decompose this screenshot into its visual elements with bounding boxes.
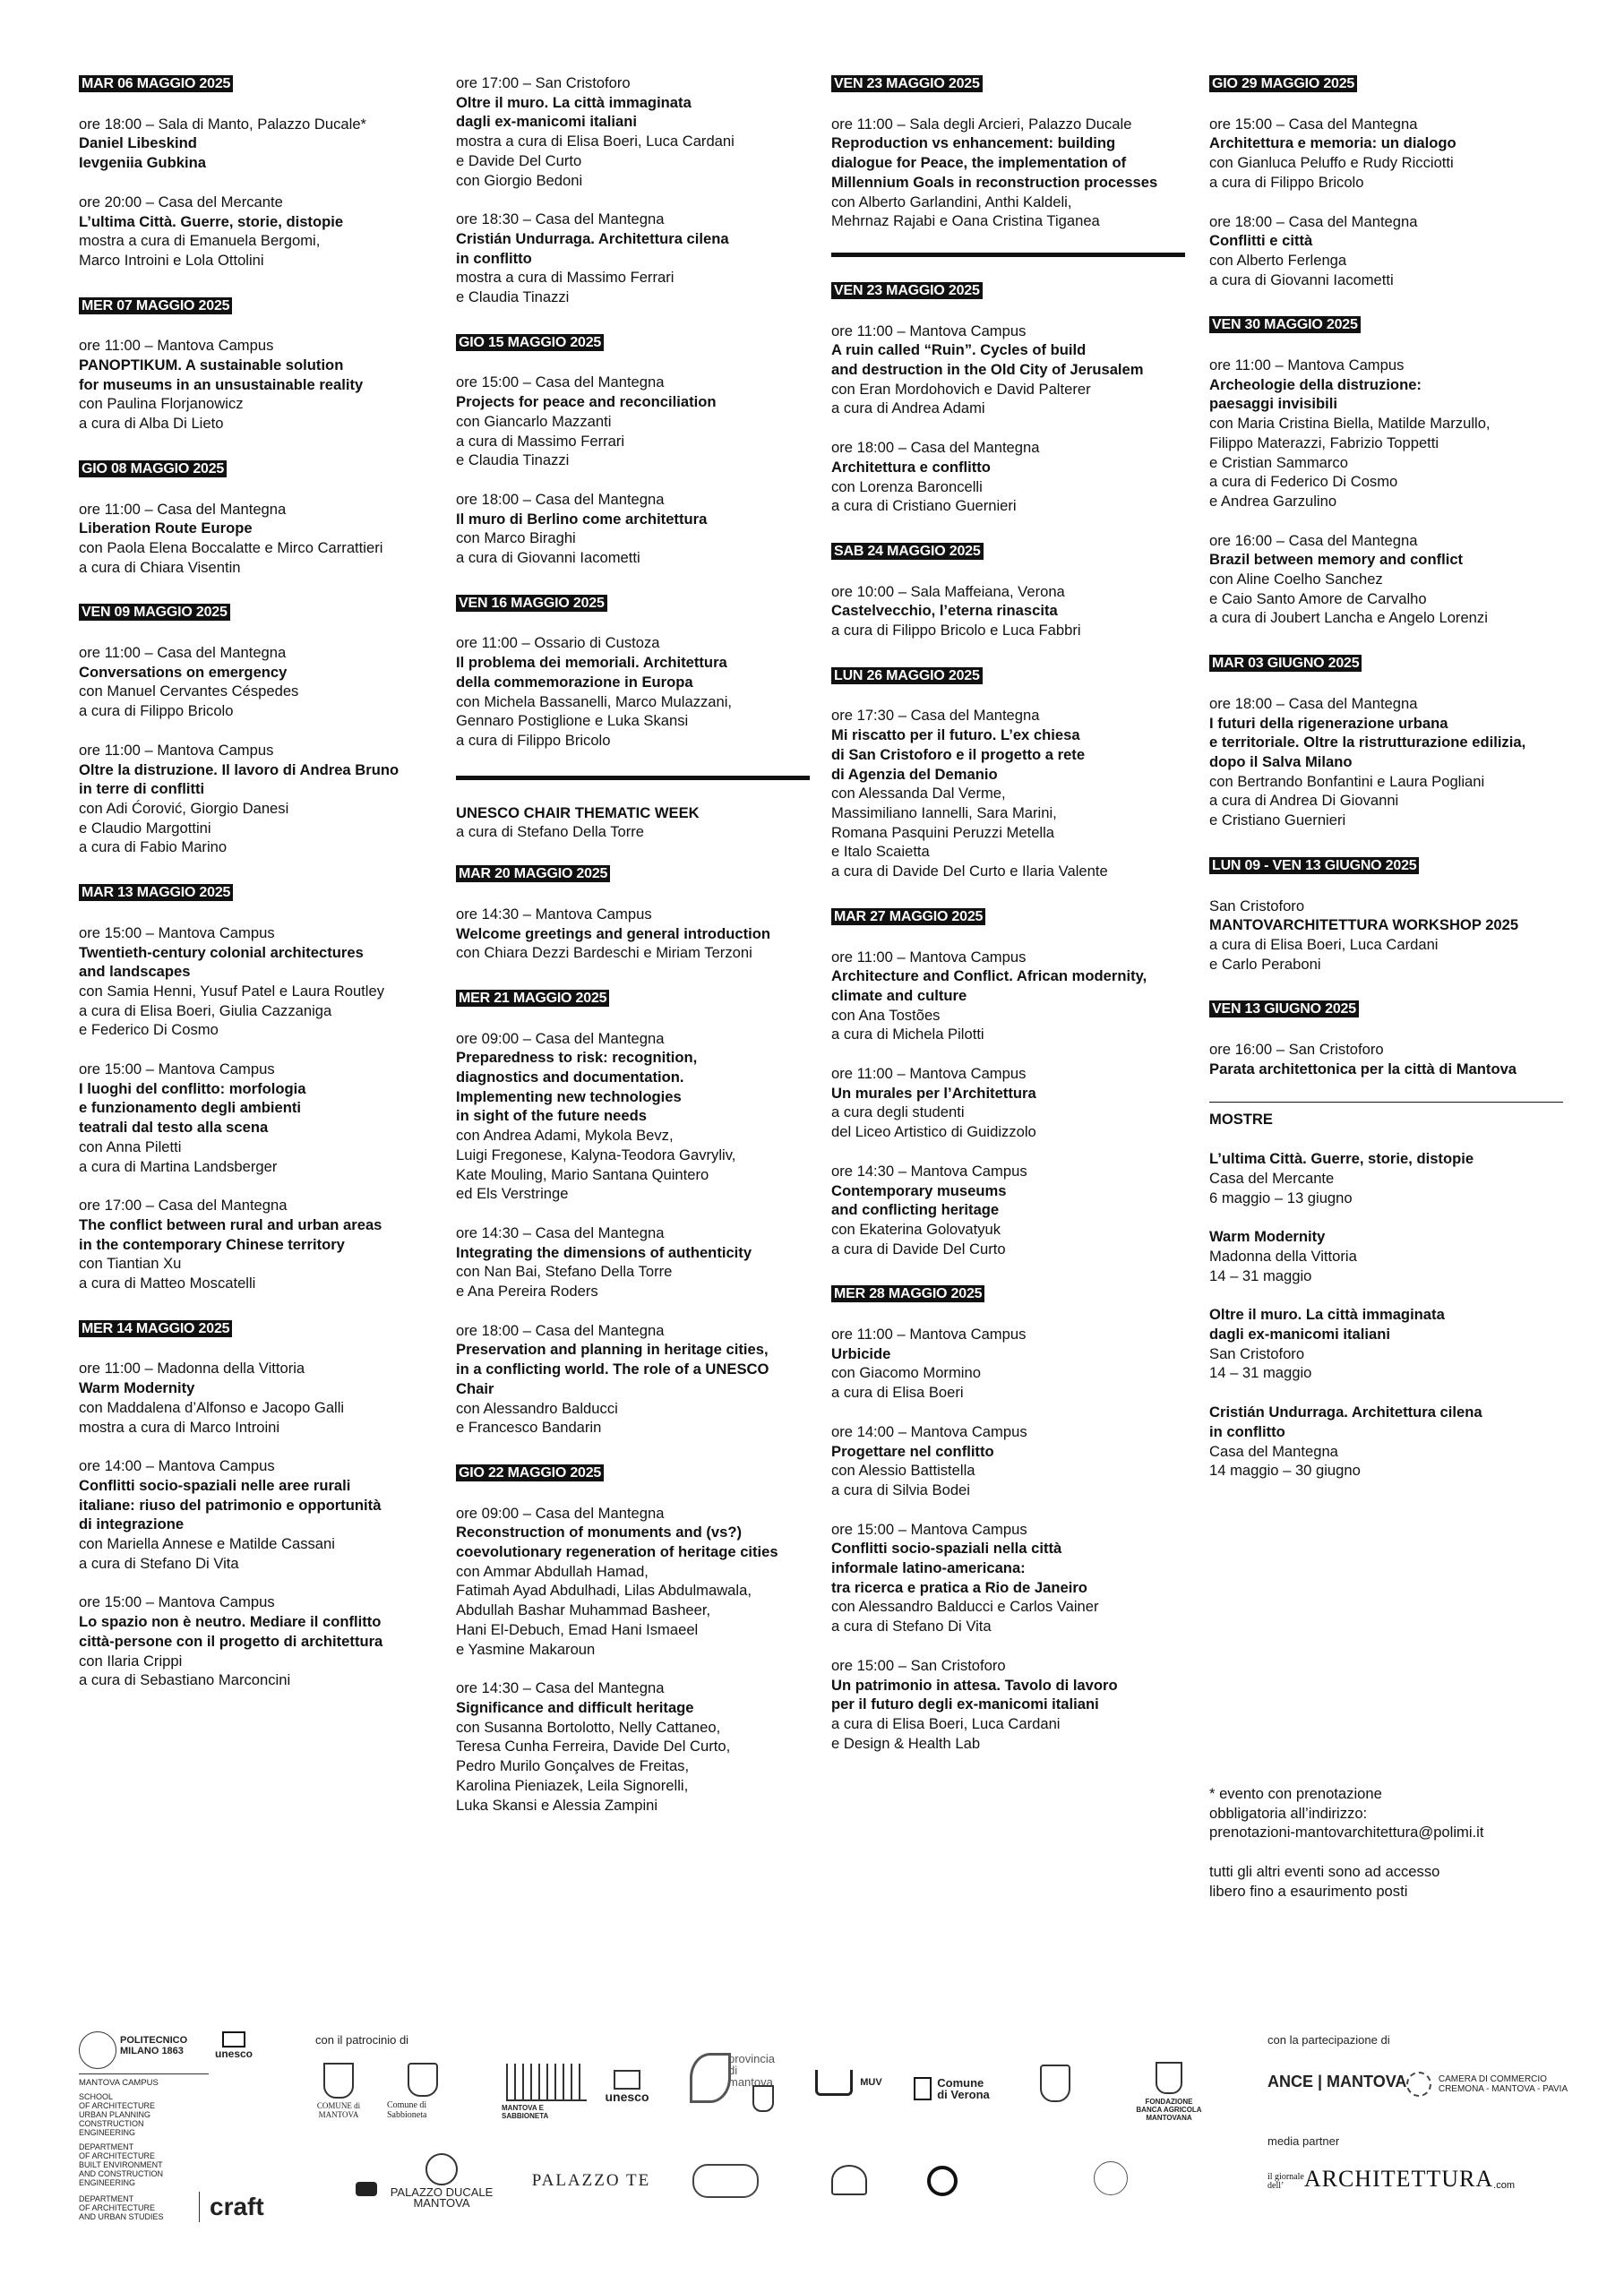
event-title: Twentieth-century colonial architectures and landscapes — [79, 943, 364, 981]
mostra-details: Casa del Mantegna 14 maggio – 30 giugno — [1209, 1442, 1361, 1480]
event-time-place: ore 11:00 – Mantova Campus — [831, 322, 1027, 339]
day-block — [1209, 999, 1563, 1078]
verona-logo — [900, 2071, 1003, 2107]
event-details: con Bertrando Bonfantini e Laura Pogliani a cura di Andrea Di Giovanni e Cristiano Guernieri — [1209, 772, 1485, 829]
event-time-place: ore 15:00 – Mantova Campus — [79, 923, 275, 941]
event — [831, 582, 1185, 640]
event-time-place: ore 09:00 – Casa del Mantegna — [456, 1504, 665, 1522]
palazzo-ducale-logo — [383, 2150, 500, 2212]
date-badge: VEN 13 GIUGNO 2025 — [1209, 1000, 1359, 1017]
event-title: Conversations on emergency — [79, 663, 288, 681]
event-details: con Tiantian Xu a cura di Matteo Moscatelli — [79, 1255, 256, 1292]
event-details: con Ekaterina Golovatyuk a cura di Davide Del Curto — [831, 1220, 1006, 1258]
event-details: con Adi Ćorović, Giorgio Danesi e Claudio Margottini a cura di Fabio Marino — [79, 799, 289, 856]
day-block — [831, 541, 1185, 640]
giornale-logo — [1267, 2168, 1515, 2191]
event-time-place: ore 09:00 – Casa del Mantegna — [456, 1029, 665, 1047]
date-badge: MAR 03 GIUGNO 2025 — [1209, 655, 1362, 672]
mostra-details: Casa del Mercante 6 maggio – 13 giugno — [1209, 1169, 1353, 1206]
ordine-a-icon — [1094, 2161, 1128, 2195]
day-block — [79, 602, 433, 857]
event-time-place: ore 10:00 – Sala Maffeiana, Verona — [831, 582, 1065, 600]
date-badge: MAR 20 MAGGIO 2025 — [456, 865, 610, 882]
event-details: a cura di Elisa Boeri, Luca Cardani e Design & Health Lab — [831, 1715, 1061, 1752]
event — [79, 1196, 433, 1293]
mostra-title: Cristián Undurraga. Architettura cilena in conflitto — [1209, 1404, 1482, 1440]
patrocinio-label: con il patrocinio di — [315, 2033, 409, 2047]
event — [831, 706, 1185, 880]
mostra-details: San Cristoforo 14 – 31 maggio — [1209, 1344, 1312, 1382]
event-title: Architettura e memoria: un dialogo — [1209, 134, 1456, 152]
provincia-logo — [688, 2044, 782, 2125]
day-block — [79, 1318, 433, 1690]
event-title: Oltre il muro. La città immaginata dagli ex-manicomi italiani — [456, 93, 692, 131]
event-details: con Aline Coelho Sanchez e Caio Santo Amore de Carvalho a cura di Joubert Lancha e Angelo Lorenzi — [1209, 571, 1488, 627]
event-details: con Alessandro Balducci e Carlos Vainer a cura di Stefano Di Vita — [831, 1598, 1099, 1635]
campus-label: MANTOVA CAMPUS — [79, 2078, 159, 2088]
horse-logo — [822, 2151, 876, 2209]
event — [456, 1504, 810, 1660]
polimi-logo — [79, 2031, 116, 2069]
date-badge: MAR 13 MAGGIO 2025 — [79, 884, 233, 901]
event-time-place: ore 15:00 – Casa del Mantegna — [456, 373, 665, 391]
event-title: Warm Modernity — [79, 1379, 195, 1397]
unesco-heritage-logo — [596, 2060, 658, 2114]
mostra-item — [1209, 1403, 1563, 1481]
unesco-label: unesco — [214, 2048, 253, 2060]
event-title: Mi riscatto per il futuro. L’ex chiesa di San Cristoforo e il progetto a rete di Agenzia del Demanio — [831, 726, 1086, 783]
event-title: Cristián Undurraga. Architettura cilena in conflitto — [456, 229, 729, 267]
muv-logo — [806, 2060, 891, 2105]
event — [831, 1422, 1185, 1500]
divider — [456, 776, 810, 780]
notes — [1209, 1784, 1568, 1902]
event-time-place: ore 18:00 – Sala di Manto, Palazzo Ducale* — [79, 115, 367, 133]
event-title: Conflitti socio-spaziali nelle aree rurali italiane: riuso del patrimonio e opportunità di integrazione — [79, 1476, 382, 1533]
event — [1209, 1040, 1563, 1078]
event — [456, 490, 810, 568]
date-badge: SAB 24 MAGGIO 2025 — [831, 543, 984, 560]
event-title: I luoghi del conflitto: morfologia e funzionamento degli ambienti teatrali dal testo alla scena — [79, 1079, 306, 1137]
giornale-suffix: .com — [1493, 2180, 1515, 2191]
section-subtitle: a cura di Stefano Della Torre — [456, 823, 644, 841]
event-time-place: ore 18:00 – Casa del Mantegna — [456, 1321, 665, 1339]
event-details: con Chiara Dezzi Bardeschi e Miriam Terzoni — [456, 944, 752, 962]
sabbioneta-label: Comune di Sabbioneta — [387, 2100, 427, 2120]
verona-label: Comune di Verona — [937, 2076, 990, 2101]
event-title: PANOPTIKUM. A sustainable solution for museums in an unsustainable reality — [79, 356, 364, 393]
date-badge: VEN 09 MAGGIO 2025 — [79, 604, 230, 621]
event-time-place: ore 11:00 – Madonna della Vittoria — [79, 1360, 305, 1378]
event-details: con Andrea Adami, Mykola Bevz, Luigi Fregonese, Kalyna-Teodora Gavryliv, Kate Mouling, Mario Santana Quintero ed Els Verstringe — [456, 1127, 736, 1203]
event — [456, 1223, 810, 1301]
mostra-item — [1209, 1305, 1563, 1383]
mantova-sabbioneta-label: MANTOVA E SABBIONETA — [502, 2103, 549, 2120]
event-time-place: ore 11:00 – Sala degli Arcieri, Palazzo Ducale — [831, 115, 1132, 133]
day-block — [456, 988, 810, 1438]
event — [79, 923, 433, 1040]
section-title: UNESCO CHAIR THEMATIC WEEK — [456, 803, 700, 821]
provincia-mark-icon — [690, 2053, 731, 2103]
event-details: con Michela Bassanelli, Marco Mulazzani, Gennaro Postiglione e Luka Skansi a cura di Filippo Bricolo — [456, 692, 733, 749]
temple-icon — [614, 2070, 640, 2090]
event-title: Architettura e conflitto — [831, 458, 991, 476]
crest-icon — [323, 2063, 354, 2099]
event-details: con Alberto Ferlenga a cura di Giovanni Iacometti — [1209, 251, 1394, 288]
event — [79, 115, 433, 173]
column-1 — [79, 73, 433, 1715]
comune-mantova-label: COMUNE di MANTOVA — [316, 2100, 361, 2119]
day-block — [79, 459, 433, 578]
event-time-place: ore 11:00 – Mantova Campus — [1209, 356, 1405, 374]
event-details: con Marco Biraghi a cura di Giovanni Iacometti — [456, 529, 640, 567]
shield-logo — [1039, 2064, 1071, 2103]
event-time-place: ore 16:00 – Casa del Mantegna — [1209, 531, 1418, 549]
event — [831, 1656, 1185, 1754]
event — [456, 373, 810, 470]
event-title: Preservation and planning in heritage cities, in a conflicting world. The role of a UNESCO Chair — [456, 1341, 769, 1397]
event-details: con Alessio Battistella a cura di Silvia Bodei — [831, 1462, 975, 1498]
event — [831, 948, 1185, 1045]
crest-icon — [408, 2063, 438, 2097]
fondazione-logo — [1115, 2060, 1223, 2123]
column-4 — [1209, 73, 1563, 1481]
mostre-heading: MOSTRE — [1209, 1111, 1273, 1129]
day-block — [1209, 855, 1563, 974]
event-title: Daniel Libeskind Ievgeniia Gubkina — [79, 134, 207, 172]
event-title: Archeologie della distruzione: paesaggi invisibili — [1209, 375, 1422, 413]
event — [1209, 531, 1563, 629]
event-details: con Alessandro Balducci e Francesco Bandarin — [456, 1399, 618, 1437]
event — [79, 336, 433, 434]
car-logo — [354, 2178, 379, 2200]
event-title: Contemporary museums and conflicting heritage — [831, 1181, 1007, 1219]
event-details: con Eran Mordohovich e David Palterer a cura di Andrea Adami — [831, 380, 1091, 417]
event-time-place: ore 11:00 – Mantova Campus — [831, 948, 1027, 966]
event — [456, 1321, 810, 1438]
event-details: con Ana Tostões a cura di Michela Pilotti — [831, 1006, 984, 1043]
event-title: Oltre la distruzione. Il lavoro di Andrea Bruno in terre di conflitti — [79, 760, 400, 798]
event-title: The conflict between rural and urban areas in the contemporary Chinese territory — [79, 1215, 382, 1253]
event — [831, 438, 1185, 516]
day-block — [831, 665, 1185, 881]
event — [831, 1325, 1185, 1403]
day-block — [831, 1283, 1185, 1753]
event-time-place: ore 15:00 – Casa del Mantegna — [1209, 115, 1418, 133]
fondazione-label: FONDAZIONE BANCA AGRICOLA MANTOVANA — [1136, 2097, 1202, 2122]
event-time-place: ore 18:00 – Casa del Mantegna — [1209, 212, 1418, 230]
event-details: con Paulina Florjanowicz a cura di Alba Di Lieto — [79, 395, 244, 433]
event — [831, 322, 1185, 419]
partecipazione-label: con la partecipazione di — [1267, 2033, 1390, 2047]
event-time-place: San Cristoforo — [1209, 897, 1305, 914]
event — [456, 73, 810, 190]
day-block — [79, 296, 433, 434]
date-badge: VEN 23 MAGGIO 2025 — [831, 282, 983, 299]
event — [79, 193, 433, 270]
day-block — [79, 73, 433, 270]
event-details: mostra a cura di Elisa Boeri, Luca Cardani e Davide Del Curto con Giorgio Bedoni — [456, 133, 735, 189]
dept1-label: DEPARTMENT OF ARCHITECTURE BUILT ENVIRONMENT AND CONSTRUCTION ENGINEERING — [79, 2142, 163, 2187]
event-time-place: ore 20:00 – Casa del Mercante — [79, 193, 283, 210]
day-block — [456, 73, 810, 307]
event — [79, 1060, 433, 1176]
event-details: con Lorenza Baroncelli a cura di Cristiano Guernieri — [831, 477, 1017, 515]
event-details: con Giacomo Mormino a cura di Elisa Boeri — [831, 1364, 981, 1402]
day-block — [831, 73, 1185, 257]
event — [79, 1592, 433, 1690]
event-title: Il problema dei memoriali. Architettura della commemorazione in Europa — [456, 654, 727, 691]
event-title: Lo spazio non è neutro. Mediare il conflitto città-persone con il progetto di architettura — [79, 1613, 383, 1650]
day-block — [456, 1463, 810, 1815]
event-details: a cura degli studenti del Liceo Artistico di Guidizzolo — [831, 1103, 1036, 1141]
skyline-icon — [506, 2064, 587, 2101]
event — [456, 1678, 810, 1815]
event-details: con Giancarlo Mazzanti a cura di Massimo Ferrari e Claudia Tinazzi — [456, 412, 625, 469]
event-details: con Ilaria Crippi a cura di Sebastiano Marconcini — [79, 1652, 291, 1689]
event-time-place: ore 11:00 – Mantova Campus — [831, 1065, 1027, 1083]
day-block — [456, 776, 810, 963]
event — [79, 643, 433, 721]
circle-icon — [927, 2166, 958, 2196]
event — [79, 1456, 433, 1573]
event-time-place: ore 11:00 – Casa del Mantegna — [79, 500, 287, 518]
date-badge: LUN 09 - VEN 13 GIUGNO 2025 — [1209, 857, 1419, 874]
giornale-title: ARCHITETTURA — [1303, 2166, 1494, 2192]
event — [79, 500, 433, 578]
date-badge: LUN 26 MAGGIO 2025 — [831, 667, 983, 684]
event-time-place: ore 17:00 – Casa del Mantegna — [79, 1197, 288, 1215]
event-time-place: ore 14:30 – Mantova Campus — [831, 1162, 1027, 1180]
palazzo-te-label: PALAZZO TE — [531, 2171, 651, 2190]
event-time-place: ore 17:30 – Casa del Mantegna — [831, 707, 1040, 725]
event — [456, 633, 810, 750]
mostra-title: Warm Modernity — [1209, 1228, 1326, 1246]
event-time-place: ore 11:00 – Mantova Campus — [831, 1326, 1027, 1344]
provincia-label: provincia di mantova — [728, 2052, 776, 2089]
event-title: I futuri della rigenerazione urbana e territoriale. Oltre la ristrutturazione edilizia, dopo il Salva Milano — [1209, 714, 1526, 770]
event-time-place: ore 11:00 – Mantova Campus — [79, 741, 274, 759]
date-badge: GIO 29 MAGGIO 2025 — [1209, 75, 1357, 92]
event — [79, 1359, 433, 1437]
day-block — [79, 882, 433, 1293]
event — [831, 1162, 1185, 1259]
mantova-sabbioneta-logo — [502, 2060, 591, 2123]
date-badge: VEN 16 MAGGIO 2025 — [456, 595, 607, 612]
event-time-place: ore 14:00 – Mantova Campus — [831, 1422, 1027, 1440]
event-time-place: ore 15:00 – San Cristoforo — [831, 1656, 1006, 1674]
event — [456, 1029, 810, 1204]
date-badge: MER 14 MAGGIO 2025 — [79, 1320, 232, 1337]
event-title: Projects for peace and reconciliation — [456, 393, 717, 411]
event-title: Castelvecchio, l’eterna rinascita — [831, 602, 1058, 620]
event-details: mostra a cura di Emanuela Bergomi, Marco Introini e Lola Ottolini — [79, 232, 321, 269]
ance-logo: ANCE | MANTOVA — [1267, 2073, 1407, 2090]
event-time-place: ore 11:00 – Mantova Campus — [79, 337, 274, 355]
event-title: Preparedness to risk: recognition, diagnostics and documentation. Implementing new technologies in sight of the future needs — [456, 1049, 698, 1125]
date-badge: GIO 15 MAGGIO 2025 — [456, 334, 604, 351]
date-badge: MER 21 MAGGIO 2025 — [456, 990, 609, 1007]
date-badge: MAR 06 MAGGIO 2025 — [79, 75, 233, 92]
event-details: con Nan Bai, Stefano Della Torre e Ana Pereira Roders — [456, 1263, 673, 1301]
event-details: mostra a cura di Massimo Ferrari e Claudia Tinazzi — [456, 269, 675, 306]
event-time-place: ore 15:00 – Mantova Campus — [831, 1520, 1027, 1538]
event-time-place: ore 18:00 – Casa del Mantegna — [831, 439, 1040, 457]
day-block — [456, 332, 810, 568]
date-badge: MER 28 MAGGIO 2025 — [831, 1285, 984, 1302]
event-title: A ruin called “Ruin”. Cycles of build and destruction in the Old City of Jerusalem — [831, 341, 1144, 379]
event-details: a cura di Filippo Bricolo e Luca Fabbri — [831, 622, 1081, 640]
muv-label: MUV — [860, 2077, 882, 2088]
circles-icon — [692, 2164, 759, 2198]
camera-mark-icon — [1406, 2072, 1431, 2097]
event-title: Conflitti socio-spaziali nella città informale latino-americana: tra ricerca e pratica a Rio de Janeiro — [831, 1540, 1087, 1596]
event-details: con Alessanda Dal Verme, Massimiliano Iannelli, Sara Marini, Romana Pasquini Peruzzi Metella e Italo Scaietta a cura di Davide Del Curto e Ilaria Valente — [831, 785, 1108, 880]
event-title: Reproduction vs enhancement: building dialogue for Peace, the implementation of Millennium Goals in reconstruction processes — [831, 134, 1158, 191]
camera-logo — [1402, 2069, 1572, 2099]
crest-icon — [1156, 2062, 1182, 2094]
mostra-title: L’ultima Città. Guerre, storie, distopie — [1209, 1150, 1474, 1168]
event-details: con Alberto Garlandini, Anthi Kaldeli, Mehrnaz Rajabi e Oana Cristina Tiganea — [831, 193, 1100, 230]
event — [831, 1520, 1185, 1636]
event — [831, 115, 1185, 231]
polimi-name: POLITECNICO MILANO 1863 — [120, 2035, 188, 2056]
event-title: Il muro di Berlino come architettura — [456, 510, 708, 528]
crest-icon — [752, 2085, 774, 2112]
mostra-title: Oltre il muro. La città immaginata dagli ex-manicomi italiani — [1209, 1306, 1445, 1344]
day-block — [1209, 653, 1563, 830]
event-title: Reconstruction of monuments and (vs?) coevolutionary regeneration of heritage cities — [456, 1524, 778, 1561]
column-2 — [456, 73, 810, 1840]
event — [1209, 897, 1563, 974]
event-time-place: ore 11:00 – Ossario di Custoza — [456, 634, 660, 652]
event-time-place: ore 14:00 – Mantova Campus — [79, 1457, 275, 1475]
day-block — [1209, 314, 1563, 628]
mostre-section — [1209, 1102, 1563, 1481]
event-details: con Samia Henni, Yusuf Patel e Laura Routley a cura di Elisa Boeri, Giulia Cazzaniga e Federico Di Cosmo — [79, 982, 384, 1039]
event-title: Urbicide — [831, 1344, 891, 1362]
mostra-item — [1209, 1149, 1563, 1207]
event-details: a cura di Elisa Boeri, Luca Cardani e Carlo Peraboni — [1209, 935, 1439, 973]
date-badge: VEN 23 MAGGIO 2025 — [831, 75, 983, 92]
event-title: Un murales per l’Architettura — [831, 1084, 1036, 1102]
event-title: L’ultima Città. Guerre, storie, distopie — [79, 212, 344, 230]
event-time-place: ore 14:30 – Casa del Mantegna — [456, 1223, 665, 1241]
comune-mantova-logo — [314, 2058, 364, 2123]
event-title: MANTOVARCHITETTURA WORKSHOP 2025 — [1209, 916, 1519, 934]
date-badge: MER 07 MAGGIO 2025 — [79, 297, 232, 314]
event-time-place: ore 16:00 – San Cristoforo — [1209, 1041, 1384, 1059]
event-title: Architecture and Conflict. African modernity, climate and culture — [831, 967, 1147, 1004]
muv-mark-icon — [815, 2070, 853, 2096]
ordine-logo — [1093, 2159, 1129, 2198]
event-details: con Maria Cristina Biella, Matilde Marzullo, Filippo Materazzi, Fabrizio Toppetti e Cristian Sammarco a cura di Federico Di Cosmo e Andrea Garzulino — [1209, 415, 1491, 510]
event-details: con Maddalena d’Alfonso e Jacopo Galli mostra a cura di Marco Introini — [79, 1398, 345, 1436]
day-block — [456, 593, 810, 751]
event-time-place: ore 14:30 – Mantova Campus — [456, 905, 652, 923]
booking-note: * evento con prenotazione obbligatoria all’indirizzo: prenotazioni-mantovarchitettura@polimi.it — [1209, 1785, 1484, 1841]
mostra-item — [1209, 1227, 1563, 1285]
palazzo-ducale-label: PALAZZO DUCALE MANTOVA — [390, 2185, 494, 2210]
event-time-place: ore 15:00 – Mantova Campus — [79, 1060, 275, 1078]
event-details: con Mariella Annese e Matilde Cassani a cura di Stefano Di Vita — [79, 1535, 335, 1572]
event-title: Progettare nel conflitto — [831, 1442, 994, 1460]
event-details: con Manuel Cervantes Céspedes a cura di Filippo Bricolo — [79, 682, 299, 720]
dept2-label: DEPARTMENT OF ARCHITECTURE AND URBAN STUDIES — [79, 2194, 164, 2221]
event-details: con Ammar Abdullah Hamad, Fatimah Ayad Abdulhadi, Lilas Abdulmawala, Abdullah Bashar Muhammad Basheer, Hani El-Debuch, Emad Hani Ismaeel e Yasmine Makaroun — [456, 1562, 752, 1658]
event-time-place: ore 18:30 – Casa del Mantegna — [456, 210, 665, 228]
event-time-place: ore 18:00 – Casa del Mantegna — [1209, 694, 1418, 712]
crest-icon — [914, 2077, 932, 2100]
palazzo-te-logo — [528, 2168, 654, 2194]
event-details: con Paola Elena Boccalatte e Mirco Carrattieri a cura di Chiara Visentin — [79, 538, 383, 576]
unesco-heritage-label: unesco — [605, 2090, 649, 2104]
event-time-place: ore 17:00 – San Cristoforo — [456, 74, 631, 91]
date-badge: MAR 27 MAGGIO 2025 — [831, 908, 985, 925]
column-3 — [831, 73, 1185, 1778]
shield-icon — [1040, 2065, 1070, 2102]
event-details: con Anna Piletti a cura di Martina Landsberger — [79, 1138, 278, 1175]
unesco-logo — [211, 2031, 256, 2064]
event-time-place: ore 11:00 – Casa del Mantegna — [79, 644, 287, 662]
event — [1209, 115, 1563, 193]
day-block — [831, 906, 1185, 1259]
event — [1209, 356, 1563, 511]
event — [1209, 694, 1563, 830]
sabbioneta-logo — [387, 2060, 459, 2123]
day-block — [831, 280, 1185, 516]
mostra-details: Madonna della Vittoria 14 – 31 maggio — [1209, 1247, 1357, 1284]
event — [456, 905, 810, 963]
event — [79, 741, 433, 857]
date-badge: GIO 08 MAGGIO 2025 — [79, 460, 227, 477]
craft-logo: craft — [210, 2193, 264, 2220]
event-title: Welcome greetings and general introduction — [456, 924, 770, 942]
event-time-place: ore 15:00 – Mantova Campus — [79, 1593, 275, 1611]
event — [831, 1064, 1185, 1142]
event-time-place: ore 14:30 – Casa del Mantegna — [456, 1679, 665, 1697]
horse-icon — [831, 2165, 867, 2195]
event-title: Brazil between memory and conflict — [1209, 551, 1464, 569]
circle-d-logo — [927, 2166, 958, 2196]
event-title: Liberation Route Europe — [79, 519, 253, 537]
event-details: con Gianluca Peluffo e Rudy Ricciotti a cura di Filippo Bricolo — [1209, 154, 1454, 191]
event-title: Parata architettonica per la città di Mantova — [1209, 1060, 1517, 1077]
ducale-mark-icon — [425, 2153, 458, 2185]
anni-creativita-logo — [663, 2159, 788, 2203]
date-badge: GIO 22 MAGGIO 2025 — [456, 1464, 604, 1481]
divider — [831, 253, 1185, 257]
school-label: SCHOOL OF ARCHITECTURE URBAN PLANNING CONSTRUCTION ENGINEERING — [79, 2092, 156, 2137]
event-title: Significance and difficult heritage — [456, 1699, 694, 1716]
event-details: con Susanna Bortolotto, Nelly Cattaneo, Teresa Cunha Ferreira, Davide Del Curto, Pedro Murilo Gonçalves de Freitas, Karolina Pieniazek, Leila Signorelli, Luka Skansi e Alessia Zampini — [456, 1718, 731, 1814]
date-badge: VEN 30 MAGGIO 2025 — [1209, 316, 1361, 333]
giornale-prefix: il giornale dell’ — [1267, 2172, 1304, 2191]
event — [456, 210, 810, 307]
camera-label: CAMERA DI COMMERCIO CREMONA - MANTOVA - PAVIA — [1438, 2074, 1568, 2094]
event-title: Un patrimonio in attesa. Tavolo di lavoro per il futuro degli ex-manicomi italiani — [831, 1676, 1118, 1713]
access-note: tutti gli altri eventi sono ad accesso libero fino a esaurimento posti — [1209, 1863, 1440, 1900]
event-time-place: ore 18:00 – Casa del Mantegna — [456, 490, 665, 508]
event-title: Integrating the dimensions of authenticity — [456, 1243, 752, 1261]
event — [1209, 212, 1563, 290]
media-partner-label: media partner — [1267, 2134, 1340, 2148]
event-title: Conflitti e città — [1209, 232, 1313, 250]
car-icon — [356, 2182, 377, 2196]
day-block — [1209, 73, 1563, 289]
